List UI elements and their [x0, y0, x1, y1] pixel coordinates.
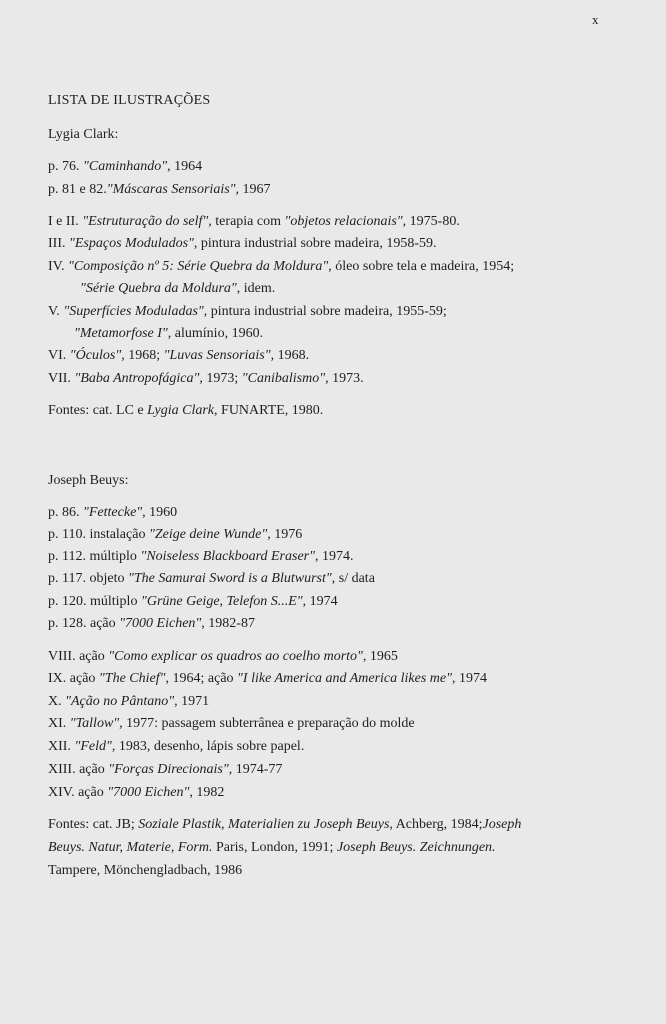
title-text: "Feld": [74, 739, 112, 754]
text-run: V.: [48, 304, 64, 319]
sources-beuys: [48, 862, 242, 880]
title-text: "Grüne Geige, Telefon S...E": [140, 594, 303, 609]
title-text: Joseph: [482, 817, 522, 832]
text-run: , FUNARTE, 1980.: [214, 403, 324, 418]
text-run: XI.: [48, 716, 70, 731]
title-text: "Estruturação do self": [82, 214, 209, 229]
text-run: p. 76.: [48, 159, 83, 174]
author-heading-beuys: Joseph Beuys:: [48, 473, 129, 488]
text-run: XIII. ação: [48, 762, 109, 777]
title-text: "Fettecke": [83, 505, 143, 520]
text-run: , 1976: [267, 527, 303, 542]
title-text: "Canibalismo": [241, 371, 326, 386]
text-run: , 1974.: [315, 549, 354, 564]
text-run: , pintura industrial sobre madeira, 1955-59;: [203, 304, 447, 319]
text-run: Fontes: cat. JB;: [48, 817, 139, 832]
text-run: XIV. ação: [48, 785, 108, 800]
list-item: [48, 570, 375, 588]
list-item: [48, 303, 447, 321]
text-run: Paris, London, 1991;: [212, 840, 337, 855]
text-run: X.: [48, 694, 66, 709]
list-item: [48, 670, 487, 688]
title-text: Soziale Plastik, Materialien zu Joseph Beuys: [138, 817, 390, 832]
text-run: , terapia com: [208, 214, 285, 229]
page-title: LISTA DE ILUSTRAÇÕES: [48, 93, 211, 108]
list-item: [48, 258, 514, 276]
title-text: "Superfícies Moduladas": [63, 304, 204, 319]
text-run: , s/ data: [331, 571, 375, 586]
text-run: p. 120. múltiplo: [48, 594, 141, 609]
title-text: "I like America and America likes me": [237, 671, 453, 686]
text-run: p. 110. instalação: [48, 527, 149, 542]
text-run: , 1973;: [199, 371, 242, 386]
sources-beuys: [48, 839, 496, 857]
list-item: [48, 235, 437, 253]
text-run: , Achberg, 1984;: [389, 817, 483, 832]
text-run: , 1968.: [270, 348, 310, 363]
title-text: "The Chief": [98, 671, 166, 686]
title-text: "Máscaras Sensoriais": [106, 182, 236, 197]
text-run: , 1971: [174, 694, 210, 709]
title-text: Lygia Clark: [147, 403, 215, 418]
list-item: [48, 181, 271, 199]
text-run: , 1968;: [121, 348, 164, 363]
list-item: [48, 615, 255, 633]
list-item: [48, 370, 364, 388]
list-item: [48, 213, 460, 231]
text-run: , 1982-87: [201, 616, 255, 631]
text-run: VI.: [48, 348, 70, 363]
text-run: p. 86.: [48, 505, 83, 520]
list-item: [48, 158, 202, 176]
title-text: "Luvas Sensoriais": [163, 348, 271, 363]
text-run: , 1982: [189, 785, 225, 800]
title-text: "Óculos": [69, 348, 122, 363]
title-text: "Espaços Modulados": [69, 236, 194, 251]
text-run: I e II.: [48, 214, 83, 229]
title-text: "Composição nº 5: Série Quebra da Moldura": [67, 259, 329, 274]
text-run: , 1974: [452, 671, 488, 686]
title-text: "Tallow": [69, 716, 120, 731]
list-item: [48, 347, 309, 365]
list-item: [48, 784, 224, 802]
sources-beuys: [48, 816, 521, 834]
text-run: p. 128. ação: [48, 616, 120, 631]
list-item-continuation: [74, 325, 263, 343]
sources-lygia: [48, 402, 323, 420]
text-run: , 1975-80.: [402, 214, 460, 229]
title-text: Joseph Beuys. Zeichnungen.: [336, 840, 496, 855]
text-run: , idem.: [236, 281, 276, 296]
text-run: , 1960: [142, 505, 178, 520]
text-run: p. 112. múltiplo: [48, 549, 141, 564]
text-run: VIII. ação: [48, 649, 109, 664]
text-run: VII.: [48, 371, 75, 386]
text-run: , alumínio, 1960.: [167, 326, 264, 341]
text-run: , 1977: passagem subterrânea e preparação do molde: [119, 716, 415, 731]
title-text: "Baba Antropofágica": [74, 371, 200, 386]
title-text: "Metamorfose I": [74, 326, 168, 341]
text-run: , 1973.: [325, 371, 364, 386]
text-run: Fontes: cat. LC e: [48, 403, 148, 418]
list-item-continuation: [80, 280, 275, 298]
list-item: [48, 693, 209, 711]
text-run: , 1983, desenho, lápis sobre papel.: [111, 739, 305, 754]
title-text: "Como explicar os quadros ao coelho morto": [108, 649, 363, 664]
text-run: , 1964: [167, 159, 203, 174]
text-run: Tampere, Mönchengladbach, 1986: [48, 863, 243, 878]
title-text: "7000 Eichen": [119, 616, 202, 631]
text-run: III.: [48, 236, 69, 251]
list-item: [48, 548, 354, 566]
title-text: "Série Quebra da Moldura": [80, 281, 237, 296]
text-run: , 1974-77: [228, 762, 283, 777]
list-item: [48, 593, 338, 611]
text-run: p. 81 e 82.: [48, 182, 107, 197]
title-text: Beuys. Natur, Materie, Form.: [48, 840, 213, 855]
title-text: "Forças Direcionais": [108, 762, 229, 777]
list-item: [48, 648, 398, 666]
title-text: "Ação no Pântano": [65, 694, 175, 709]
title-text: "Zeige deine Wunde": [148, 527, 268, 542]
text-run: , 1965: [362, 649, 398, 664]
text-run: , 1974: [302, 594, 338, 609]
text-run: XII.: [48, 739, 75, 754]
list-item: [48, 761, 282, 779]
title-text: "The Samurai Sword is a Blutwurst": [127, 571, 332, 586]
text-run: IX. ação: [48, 671, 99, 686]
text-run: IV.: [48, 259, 68, 274]
text-run: , 1964; ação: [165, 671, 238, 686]
list-item: [48, 715, 415, 733]
text-run: , óleo sobre tela e madeira, 1954;: [328, 259, 515, 274]
title-text: "7000 Eichen": [107, 785, 190, 800]
title-text: "Noiseless Blackboard Eraser": [140, 549, 315, 564]
list-item: [48, 526, 302, 544]
title-text: "Caminhando": [83, 159, 168, 174]
page-number: x: [592, 12, 599, 27]
text-run: p. 117. objeto: [48, 571, 128, 586]
list-item: [48, 504, 177, 522]
author-heading-lygia: Lygia Clark:: [48, 127, 119, 142]
title-text: "objetos relacionais": [284, 214, 403, 229]
text-run: , 1967: [235, 182, 271, 197]
list-item: [48, 738, 304, 756]
text-run: , pintura industrial sobre madeira, 1958-59.: [193, 236, 437, 251]
